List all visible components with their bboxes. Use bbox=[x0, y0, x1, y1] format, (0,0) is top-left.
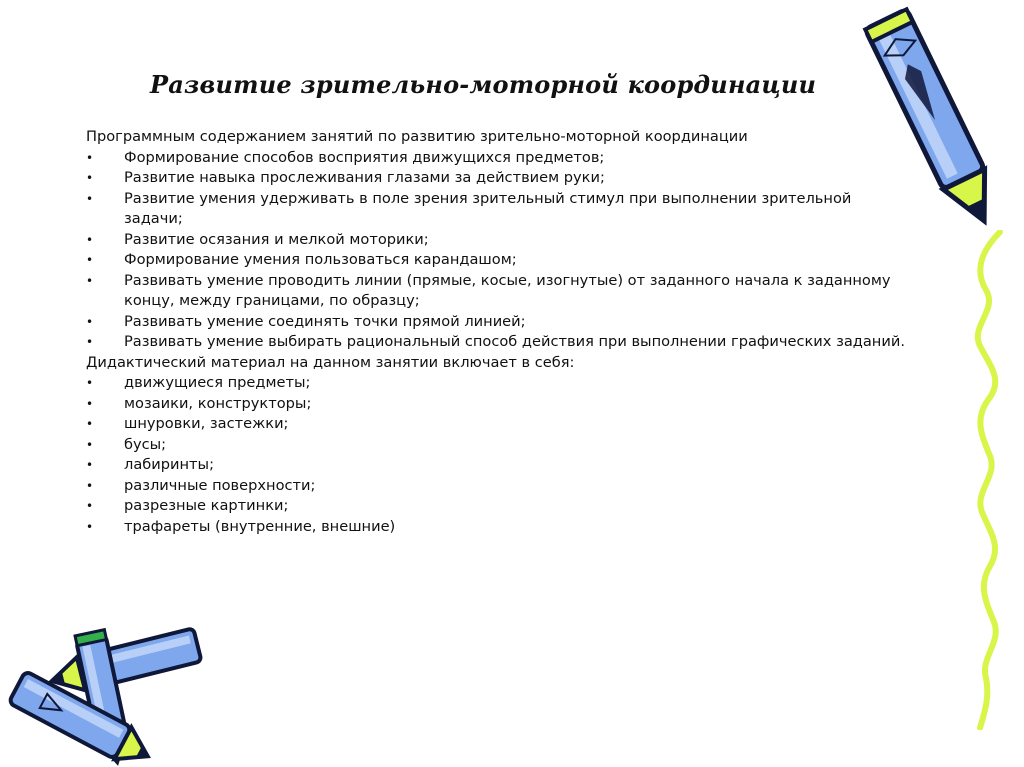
bullet-icon: • bbox=[86, 191, 94, 206]
bullet-icon: • bbox=[86, 171, 94, 185]
list-item bbox=[86, 230, 914, 251]
bullet-icon: • bbox=[86, 499, 94, 513]
list-item bbox=[86, 517, 916, 538]
materials-list bbox=[86, 373, 916, 537]
list-item bbox=[86, 394, 916, 415]
list-item-text: различные поверхности; bbox=[124, 476, 316, 494]
bullet-icon: • bbox=[86, 232, 94, 247]
list-item-text: Развитие осязания и мелкой моторики; bbox=[124, 230, 429, 248]
list-item bbox=[86, 496, 916, 517]
list-item-text: Формирование способов восприятия движущихся предметов; bbox=[124, 148, 605, 166]
bullet-icon: • bbox=[86, 376, 94, 390]
squiggle-line-icon bbox=[960, 230, 1024, 730]
list-item bbox=[86, 373, 916, 394]
list-item bbox=[86, 271, 914, 312]
bullet-icon: • bbox=[86, 458, 94, 472]
bullet-icon: • bbox=[86, 273, 94, 288]
materials-intro: Дидактический материал на данном занятии включает в себя: bbox=[86, 353, 575, 371]
list-item-text: Развитие умения удерживать в поле зрения зрительный стимул при выполнении зрительной задачи; bbox=[124, 189, 852, 227]
list-item bbox=[86, 148, 914, 169]
list-item-text: Развивать умение выбирать рациональный способ действия при выполнении графических заданий. bbox=[124, 333, 905, 350]
bullet-icon: • bbox=[86, 478, 94, 493]
list-item bbox=[86, 435, 916, 456]
bullet-icon: • bbox=[86, 314, 94, 329]
list-item bbox=[86, 250, 914, 271]
list-item bbox=[86, 332, 914, 353]
bullet-icon: • bbox=[86, 335, 94, 349]
list-item bbox=[86, 312, 914, 333]
bullet-icon: • bbox=[86, 253, 94, 267]
list-item-text: трафареты (внутренние, внешние) bbox=[124, 517, 396, 535]
program-intro: Программным содержанием занятий по развитию зрительно-моторной координации bbox=[86, 128, 748, 145]
list-item bbox=[86, 189, 914, 230]
list-item-text: Развивать умение проводить линии (прямые, косые, изогнутые) от заданного начала к заданному концу, между границами, по образцу; bbox=[124, 271, 891, 309]
pencil-icon bbox=[0, 615, 210, 767]
list-item bbox=[86, 168, 914, 189]
bullet-icon: • bbox=[86, 396, 94, 411]
list-item-text: мозаики, конструкторы; bbox=[124, 394, 312, 412]
page-title: Развитие зрительно-моторной координации bbox=[150, 70, 817, 99]
list-item-text: движущиеся предметы; bbox=[124, 374, 311, 391]
bullet-icon: • bbox=[86, 437, 94, 452]
bullet-icon: • bbox=[86, 519, 94, 534]
list-item-text: лабиринты; bbox=[124, 456, 214, 473]
list-item bbox=[86, 455, 916, 476]
list-item-text: разрезные картинки; bbox=[124, 497, 289, 514]
program-list bbox=[86, 148, 916, 353]
list-item-text: бусы; bbox=[124, 435, 167, 453]
bullet-icon: • bbox=[86, 417, 94, 431]
list-item-text: шнуровки, застежки; bbox=[124, 415, 289, 432]
list-item-text: Формирование умения пользоваться карандашом; bbox=[124, 251, 517, 268]
bullet-icon: • bbox=[86, 150, 94, 165]
list-item-text: Развивать умение соединять точки прямой линией; bbox=[124, 312, 526, 330]
list-item-text: Развитие навыка прослеживания глазами за действием руки; bbox=[124, 169, 605, 186]
slide-body bbox=[86, 127, 916, 537]
list-item bbox=[86, 414, 916, 435]
list-item bbox=[86, 476, 916, 497]
